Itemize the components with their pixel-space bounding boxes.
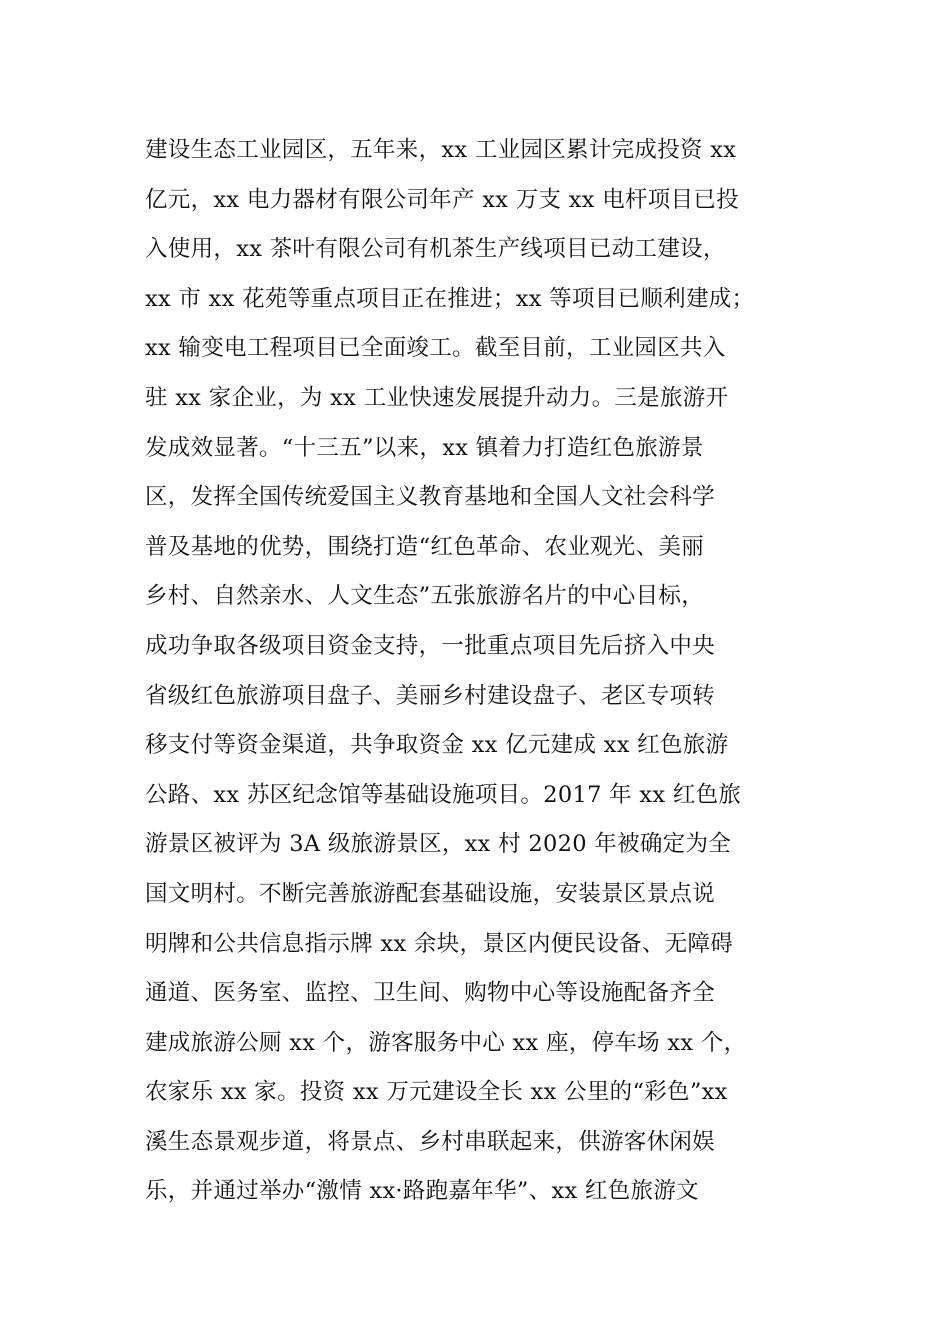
text-line-13: 移支付等资金渠道，共争取资金 xx 亿元建成 xx 红色旅游: [145, 732, 729, 759]
text-line-8: 区，发挥全国传统爱国主义教育基地和全国人文社会科学: [145, 484, 716, 511]
text-line-2: 亿元，xx 电力器材有限公司年产 xx 万支 xx 电杆项目已投: [145, 186, 739, 213]
text-line-18: 通道、医务室、监控、卫生间、购物中心等设施配备齐全: [145, 980, 716, 1007]
text-line-1: 建设生态工业园区，五年来，xx 工业园区累计完成投资 xx: [145, 137, 737, 163]
text-line-14: 公路、xx 苏区纪念馆等基础设施项目。2017 年 xx 红色旅: [145, 781, 742, 808]
text-line-9: 普及基地的优势，围绕打造“红色革命、农业观光、美丽: [145, 533, 705, 560]
body-paragraph: [145, 128, 825, 1219]
text-line-10: 乡村、自然亲水、人文生态”五张旅游名片的中心目标，: [145, 583, 705, 610]
text-line-6: 驻 xx 家企业，为 xx 工业快速发展提升动力。三是旅游开: [145, 384, 729, 411]
text-line-19: 建成旅游公厕 xx 个，游客服务中心 xx 座，停车场 xx 个，: [145, 1029, 747, 1056]
text-line-11: 成功争取各级项目资金支持，一批重点项目先后挤入中央: [145, 632, 716, 659]
text-line-16: 国文明村。不断完善旅游配套基础设施，安装景区景点说: [145, 880, 716, 907]
text-line-12: 省级红色旅游项目盘子、美丽乡村建设盘子、老区专项转: [145, 682, 716, 709]
text-line-15: 游景区被评为 3A 级旅游景区，xx 村 2020 年被确定为全: [145, 831, 732, 858]
text-line-3: 入使用，xx 茶叶有限公司有机茶生产线项目已动工建设，: [145, 236, 726, 263]
text-line-7: 发成效显著。“十三五”以来，xx 镇着力打造红色旅游景: [145, 434, 704, 461]
text-line-17: 明牌和公共信息指示牌 xx 余块，景区内便民设备、无障碍: [145, 930, 734, 957]
text-line-4: xx 市 xx 花苑等重点项目正在推进；xx 等项目已顺利建成；: [145, 285, 755, 312]
text-line-20: 农家乐 xx 家。投资 xx 万元建设全长 xx 公里的“彩色”xx: [145, 1079, 728, 1106]
text-line-21: 溪生态景观步道，将景点、乡村串联起来，供游客休闲娱: [145, 1128, 716, 1155]
text-line-22: 乐，并通过举办“激情 xx·路跑嘉年华”、xx 红色旅游文: [145, 1178, 699, 1205]
text-line-5: xx 输变电工程项目已全面竣工。截至目前，工业园区共入: [145, 335, 726, 362]
